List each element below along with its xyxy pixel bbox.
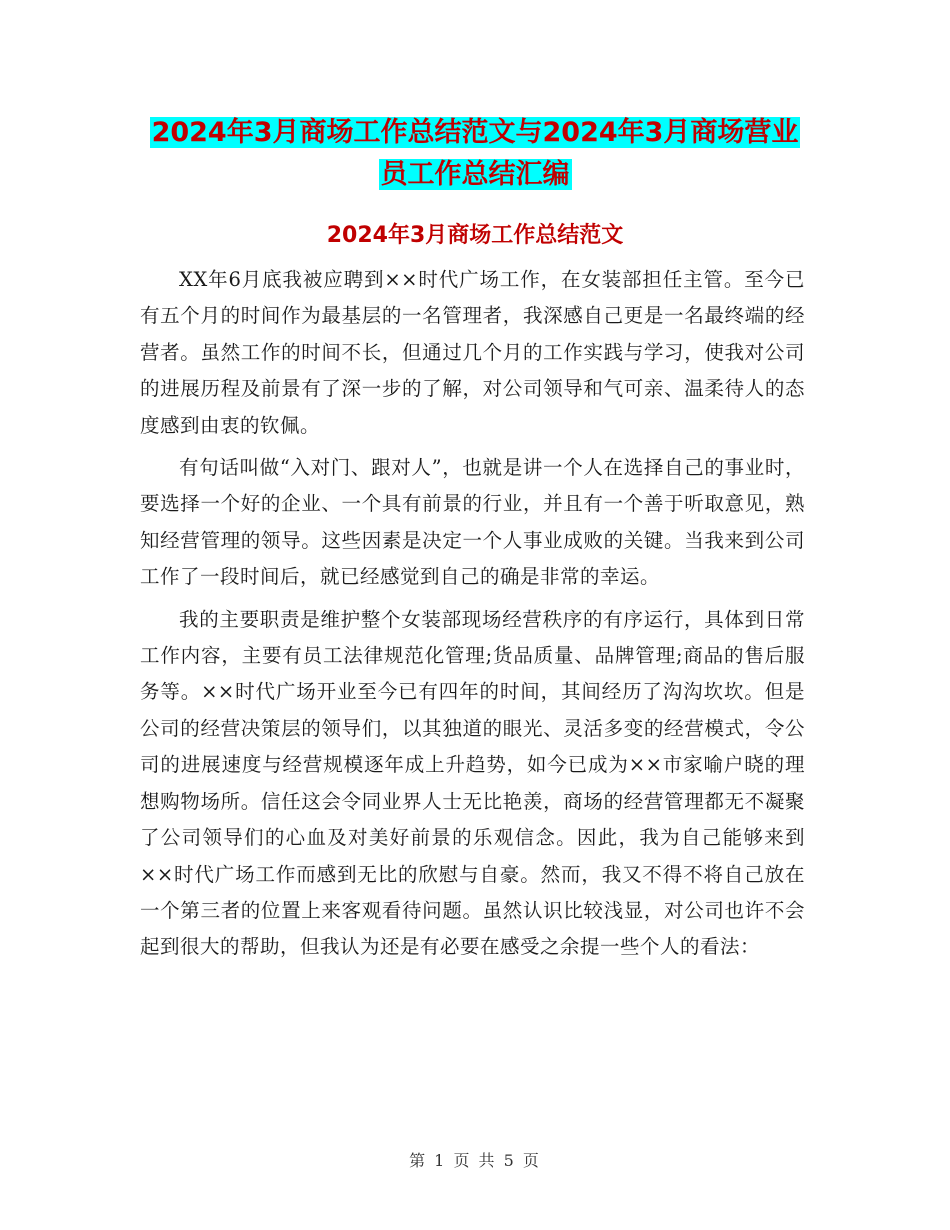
document-title (130, 112, 820, 196)
section-title: 2024年3月商场工作总结范文 (326, 223, 624, 248)
document-title-line-1: 2024年3月商场工作总结范文与2024年3月商场营业 (151, 117, 799, 148)
paragraph-1: XX年6月底我被应聘到××时代广场工作，在女装部担任主管。至今已有五个月的时间作为最基层的一名管理者，我深感自己更是一名最终端的经营者。虽然工作的时间不长，但通过几个月的工作实践与学习，使我对公司的进展历程及前景有了深一步的了解，对公司领导和气可亲、温柔待人的态度感到由衷的钦佩。 (140, 268, 805, 437)
page-number-footer: 第 1 页 共 5 页 (409, 1151, 541, 1170)
paragraph-2: 有句话叫做“入对门、跟对人”，也就是讲一个人在选择自己的事业时，要选择一个好的企业、一个具有前景的行业，并且有一个善于听取意见，熟知经营管理的领导。这些因素是决定一个人事业成败的关键。当我来到公司工作了一段时间后，就已经感觉到自己的确是非常的幸运。 (140, 456, 805, 589)
paragraph-3: 我的主要职责是维护整个女装部现场经营秩序的有序运行，具体到日常工作内容，主要有员工法律规范化管理;货品质量、品牌管理;商品的售后服务等。××时代广场开业至今已有四年的时间，其间经历了沟沟坎坎。但是公司的经营决策层的领导们，以其独道的眼光、灵活多变的经营模式，令公司的进展速度与经营规模逐年成上升趋势，如今已成为××市家喻户晓的理想购物场所。信任这会令同业界人士无比艳羡，商场的经营管理都无不凝聚了公司领导们的心血及对美好前景的乐观信念。因此，我为自己能够来到××时代广场工作而感到无比的欣慰与自豪。然而，我又不得不将自己放在一个第三者的位置上来客观看待问题。虽然认识比较浅显，对公司也许不会起到很大的帮助，但我认为还是有必要在感受之余提一些个人的看法： (140, 607, 805, 959)
document-body (140, 262, 805, 972)
document-title-line-2: 员工作总结汇编 (380, 159, 570, 190)
